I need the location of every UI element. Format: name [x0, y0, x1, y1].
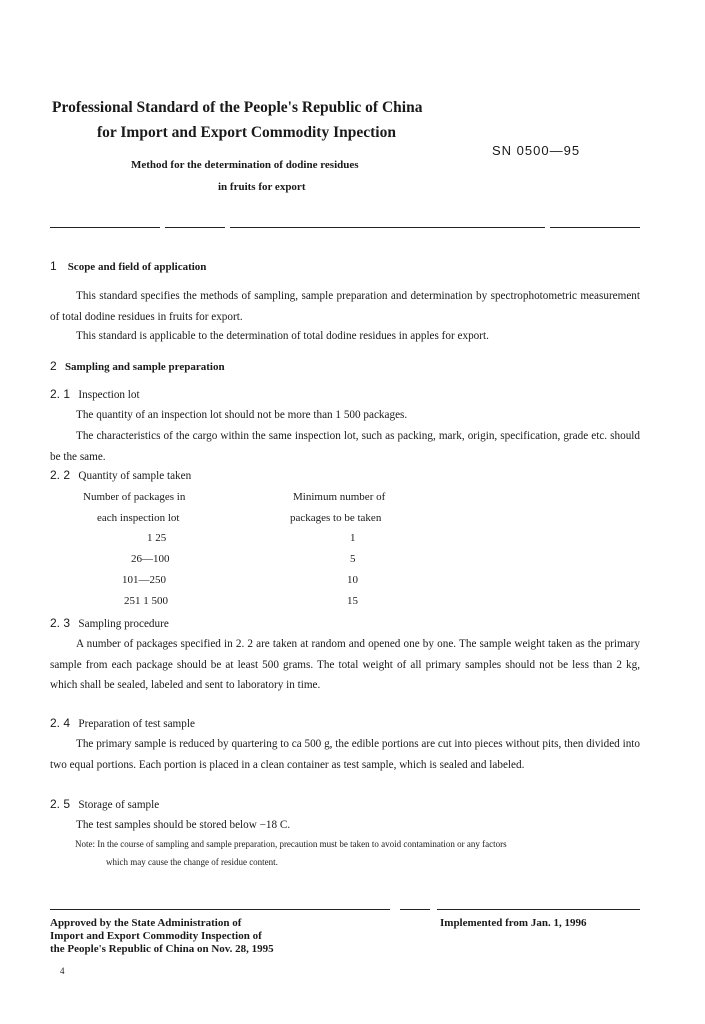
approval-line-1: Approved by the State Administration of — [50, 917, 242, 929]
subsection-title: Preparation of test sample — [78, 718, 195, 730]
paragraph — [50, 286, 640, 327]
paragraph-text: This standard specifies the methods of sampling, sample preparation and determination by spectrophotometric measurement of total dodine residues in fruits for export. — [50, 290, 640, 323]
subsection-2-5-heading — [50, 797, 159, 811]
footer-divider — [400, 909, 430, 910]
subsection-number: 2. 2 — [50, 468, 71, 482]
subsection-number: 2. 3 — [50, 616, 71, 630]
approval-line-2: Import and Export Commodity Inspection of — [50, 930, 262, 942]
table-header-col-2-line-1: Minimum number of — [293, 491, 386, 503]
table-header-col-1-line-2: each inspection lot — [97, 512, 180, 524]
paragraph-text: The quantity of an inspection lot should not be more than 1 500 packages. — [76, 409, 408, 421]
section-number: 2 — [50, 359, 57, 373]
header-divider — [50, 227, 160, 228]
paragraph-text: The test samples should be stored below −18 C. — [76, 819, 291, 831]
subsection-number: 2. 4 — [50, 716, 71, 730]
standard-number: SN 0500—95 — [492, 143, 581, 158]
paragraph — [50, 326, 640, 347]
page-number: 4 — [60, 966, 65, 976]
subsection-title: Quantity of sample taken — [78, 470, 192, 482]
document-title-line-2: for Import and Export Commodity Inpection — [97, 124, 396, 141]
footer-divider — [50, 909, 390, 910]
header-divider — [165, 227, 225, 228]
table-cell-lot: 26—100 — [131, 553, 170, 565]
section-title: Scope and field of application — [67, 261, 207, 273]
subsection-2-1-heading — [50, 387, 140, 401]
paragraph-text: The primary sample is reduced by quartering to ca 500 g, the edible portions are cut into pieces without pits, then divided into two equal portions. Each portion is placed in a clean container as test sample, which is sealed and labeled. — [50, 738, 640, 771]
approval-line-3: the People's Republic of China on Nov. 28, 1995 — [50, 943, 274, 955]
table-cell-min: 1 — [350, 532, 356, 544]
table-cell-min: 5 — [350, 553, 356, 565]
table-cell-lot: 251 1 500 — [124, 595, 168, 607]
paragraph — [50, 405, 640, 426]
subsection-number: 2. 1 — [50, 387, 71, 401]
implementation-date: Implemented from Jan. 1, 1996 — [440, 917, 587, 929]
subsection-title: Storage of sample — [78, 799, 160, 811]
footer-divider — [437, 909, 640, 910]
note-line-2: which may cause the change of residue content. — [106, 857, 278, 867]
document-title-line-1: Professional Standard of the People's Republic of China — [52, 99, 423, 116]
table-cell-lot: 1 25 — [147, 532, 167, 544]
paragraph — [50, 815, 640, 836]
paragraph — [50, 734, 640, 775]
subsection-2-4-heading — [50, 716, 195, 730]
subsection-title: Inspection lot — [78, 389, 140, 401]
note-line-1: Note: In the course of sampling and sample preparation, precaution must be taken to avoid contamination or any factors — [75, 839, 507, 849]
header-divider — [550, 227, 640, 228]
table-cell-lot: 101—250 — [122, 574, 166, 586]
method-title-line-1: Method for the determination of dodine residues — [131, 159, 359, 171]
paragraph-text: This standard is applicable to the determination of total dodine residues in apples for export. — [76, 330, 489, 342]
header-divider — [230, 227, 545, 228]
subsection-title: Sampling procedure — [78, 618, 169, 630]
paragraph — [50, 634, 640, 696]
section-number: 1 — [50, 259, 57, 273]
table-cell-min: 15 — [347, 595, 358, 607]
paragraph-text: The characteristics of the cargo within the same inspection lot, such as packing, mark, origin, specification, grade etc. should be the same. — [50, 430, 640, 463]
section-2-heading — [50, 359, 225, 373]
table-cell-min: 10 — [347, 574, 358, 586]
subsection-number: 2. 5 — [50, 797, 71, 811]
table-header-col-2-line-2: packages to be taken — [290, 512, 382, 524]
paragraph — [50, 426, 640, 467]
section-title: Sampling and sample preparation — [64, 361, 225, 373]
paragraph-text: A number of packages specified in 2. 2 are taken at random and opened one by one. The sample weight taken as the primary sample from each package should be at least 500 grams. The total weight of all primary samples should not be less than 2 kg, which shall be sealed, labeled and sent to laboratory in time. — [50, 638, 640, 691]
method-title-line-2: in fruits for export — [218, 181, 306, 193]
subsection-2-3-heading — [50, 616, 169, 630]
table-header-col-1-line-1: Number of packages in — [83, 491, 186, 503]
section-1-heading — [50, 259, 206, 273]
subsection-2-2-heading — [50, 468, 191, 482]
